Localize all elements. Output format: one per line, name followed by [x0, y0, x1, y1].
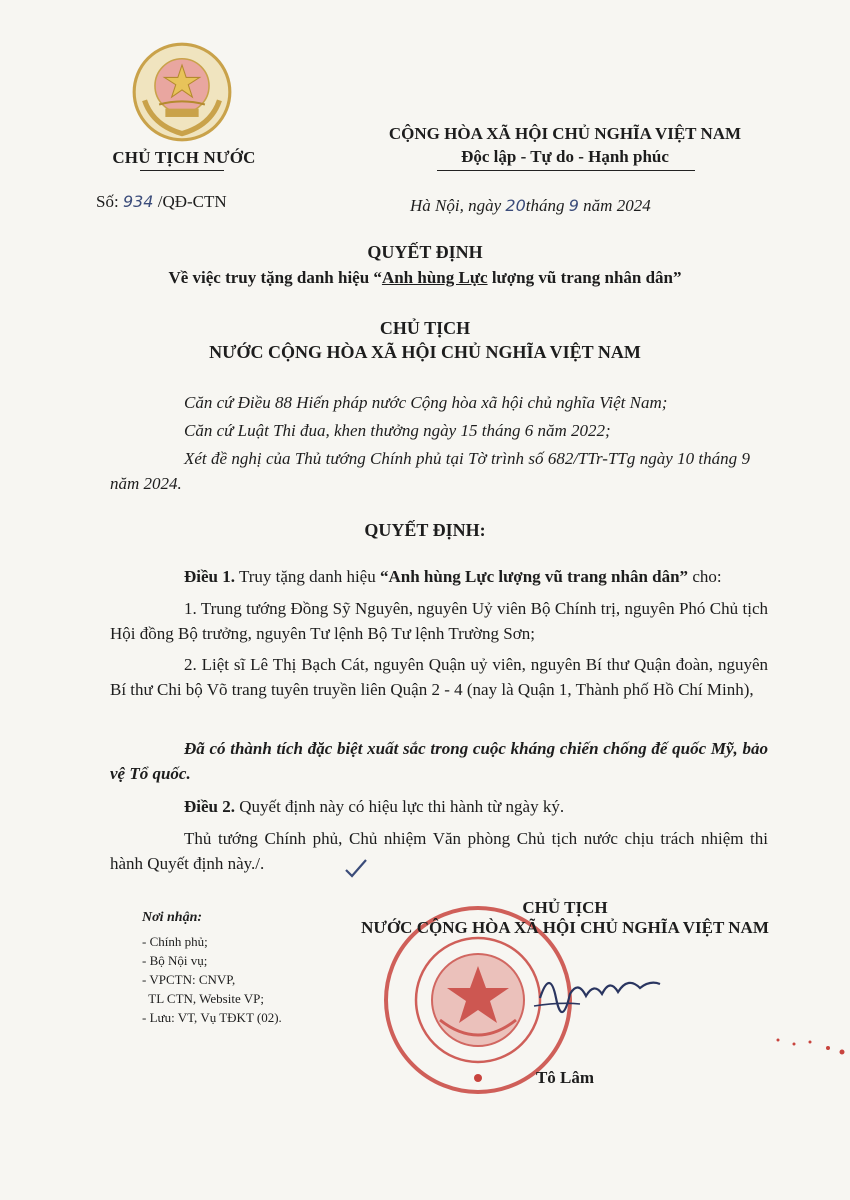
- handwritten-check-icon: [340, 856, 370, 880]
- national-emblem-icon: [130, 40, 234, 144]
- issue-date: [410, 196, 651, 216]
- subject-underlined: Anh hùng Lực: [381, 268, 488, 287]
- article-1-end: cho:: [688, 567, 722, 586]
- nation-name: CỘNG HÒA XÃ HỘI CHỦ NGHĨA VIỆT NAM: [388, 124, 742, 143]
- article-1-title: “Anh hùng Lực lượng vũ trang nhân dân”: [379, 567, 689, 586]
- legal-basis-3: Xét đề nghị của Thủ tướng Chính phủ tại Tờ trình số 682/TTr-TTg ngày 10 tháng 9 năm 2024.: [110, 449, 750, 493]
- article-1-text: Truy tặng danh hiệu: [235, 567, 380, 586]
- signer-name: Tô Lâm: [535, 1068, 595, 1087]
- date-prefix: Hà Nội, ngày: [410, 196, 502, 215]
- document-subject: [60, 268, 790, 288]
- date-month: 9: [568, 196, 579, 215]
- honoree-1: 1. Trung tướng Đồng Sỹ Nguyên, nguyên Uỷ viên Bộ Chính trị, nguyên Phó Chủ tịch Hội đồng Bộ trưởng, nguyên Tư lệnh Bộ Tư lệnh Trường Sơn;: [110, 599, 768, 643]
- legal-basis-1: Căn cứ Điều 88 Hiến pháp nước Cộng hòa xã hội chủ nghĩa Việt Nam;: [184, 393, 668, 412]
- article-1-label: Điều 1.: [184, 567, 235, 586]
- issuer-underline: [140, 170, 224, 171]
- motto-underline: [437, 170, 695, 171]
- authority-title: CHỦ TỊCH: [379, 318, 471, 338]
- number-prefix: Số:: [96, 192, 119, 211]
- issuer-name: CHỦ TỊCH NƯỚC: [112, 148, 256, 167]
- document-number: [96, 192, 227, 212]
- signer-title: CHỦ TỊCH: [522, 898, 608, 917]
- article-1: [110, 564, 768, 589]
- national-motto: Độc lập - Tự do - Hạnh phúc: [461, 147, 669, 166]
- article-2-label: Điều 2.: [184, 797, 235, 816]
- responsibility-clause: Thủ tướng Chính phủ, Chủ nhiệm Văn phòng Chủ tịch nước chịu trách nhiệm thi hành Quyết định này./.: [110, 829, 768, 873]
- achievement-statement: Đã có thành tích đặc biệt xuất sắc trong cuộc kháng chiến chống đế quốc Mỹ, bảo vệ Tổ quốc.: [110, 739, 768, 783]
- number-suffix: /QĐ-CTN: [157, 192, 227, 211]
- subject-prefix: Về việc truy tặng danh hiệu “: [168, 268, 382, 287]
- decision-heading: QUYẾT ĐỊNH:: [364, 520, 486, 540]
- document-type: QUYẾT ĐỊNH: [367, 242, 483, 262]
- handwritten-signature-icon: [520, 958, 680, 1018]
- date-month-label: tháng: [525, 196, 565, 215]
- honoree-2: 2. Liệt sĩ Lê Thị Bạch Cát, nguyên Quận uỷ viên, nguyên Bí thư Quận đoàn, nguyên Bí thư Chi bộ Võ trang tuyên truyền liên Quận 2 - 4 (nay là Quận 1, Thành phố Hồ Chí Minh),: [110, 655, 768, 699]
- recipients-title: Nơi nhận:: [142, 910, 203, 925]
- number-handwritten: 934: [122, 192, 154, 211]
- date-day: 20: [505, 196, 526, 215]
- article-2: [110, 794, 768, 819]
- subject-suffix: lượng vũ trang nhân dân”: [487, 268, 682, 287]
- red-stamp-marks-icon: [770, 1030, 850, 1060]
- date-year: năm 2024: [583, 196, 651, 215]
- signer-country: NƯỚC CỘNG HÒA XÃ HỘI CHỦ NGHĨA VIỆT NAM: [361, 918, 769, 937]
- article-2-text: Quyết định này có hiệu lực thi hành từ ngày ký.: [235, 797, 565, 816]
- recipients-list: - Chính phủ; - Bộ Nội vụ; - VPCTN: CNVP, TL CTN, Website VP; - Lưu: VT, Vụ TĐKT (02).: [142, 934, 282, 1025]
- legal-basis-2: Căn cứ Luật Thi đua, khen thưởng ngày 15 tháng 6 năm 2022;: [184, 421, 611, 440]
- authority-country: NƯỚC CỘNG HÒA XÃ HỘI CHỦ NGHĨA VIỆT NAM: [209, 342, 641, 362]
